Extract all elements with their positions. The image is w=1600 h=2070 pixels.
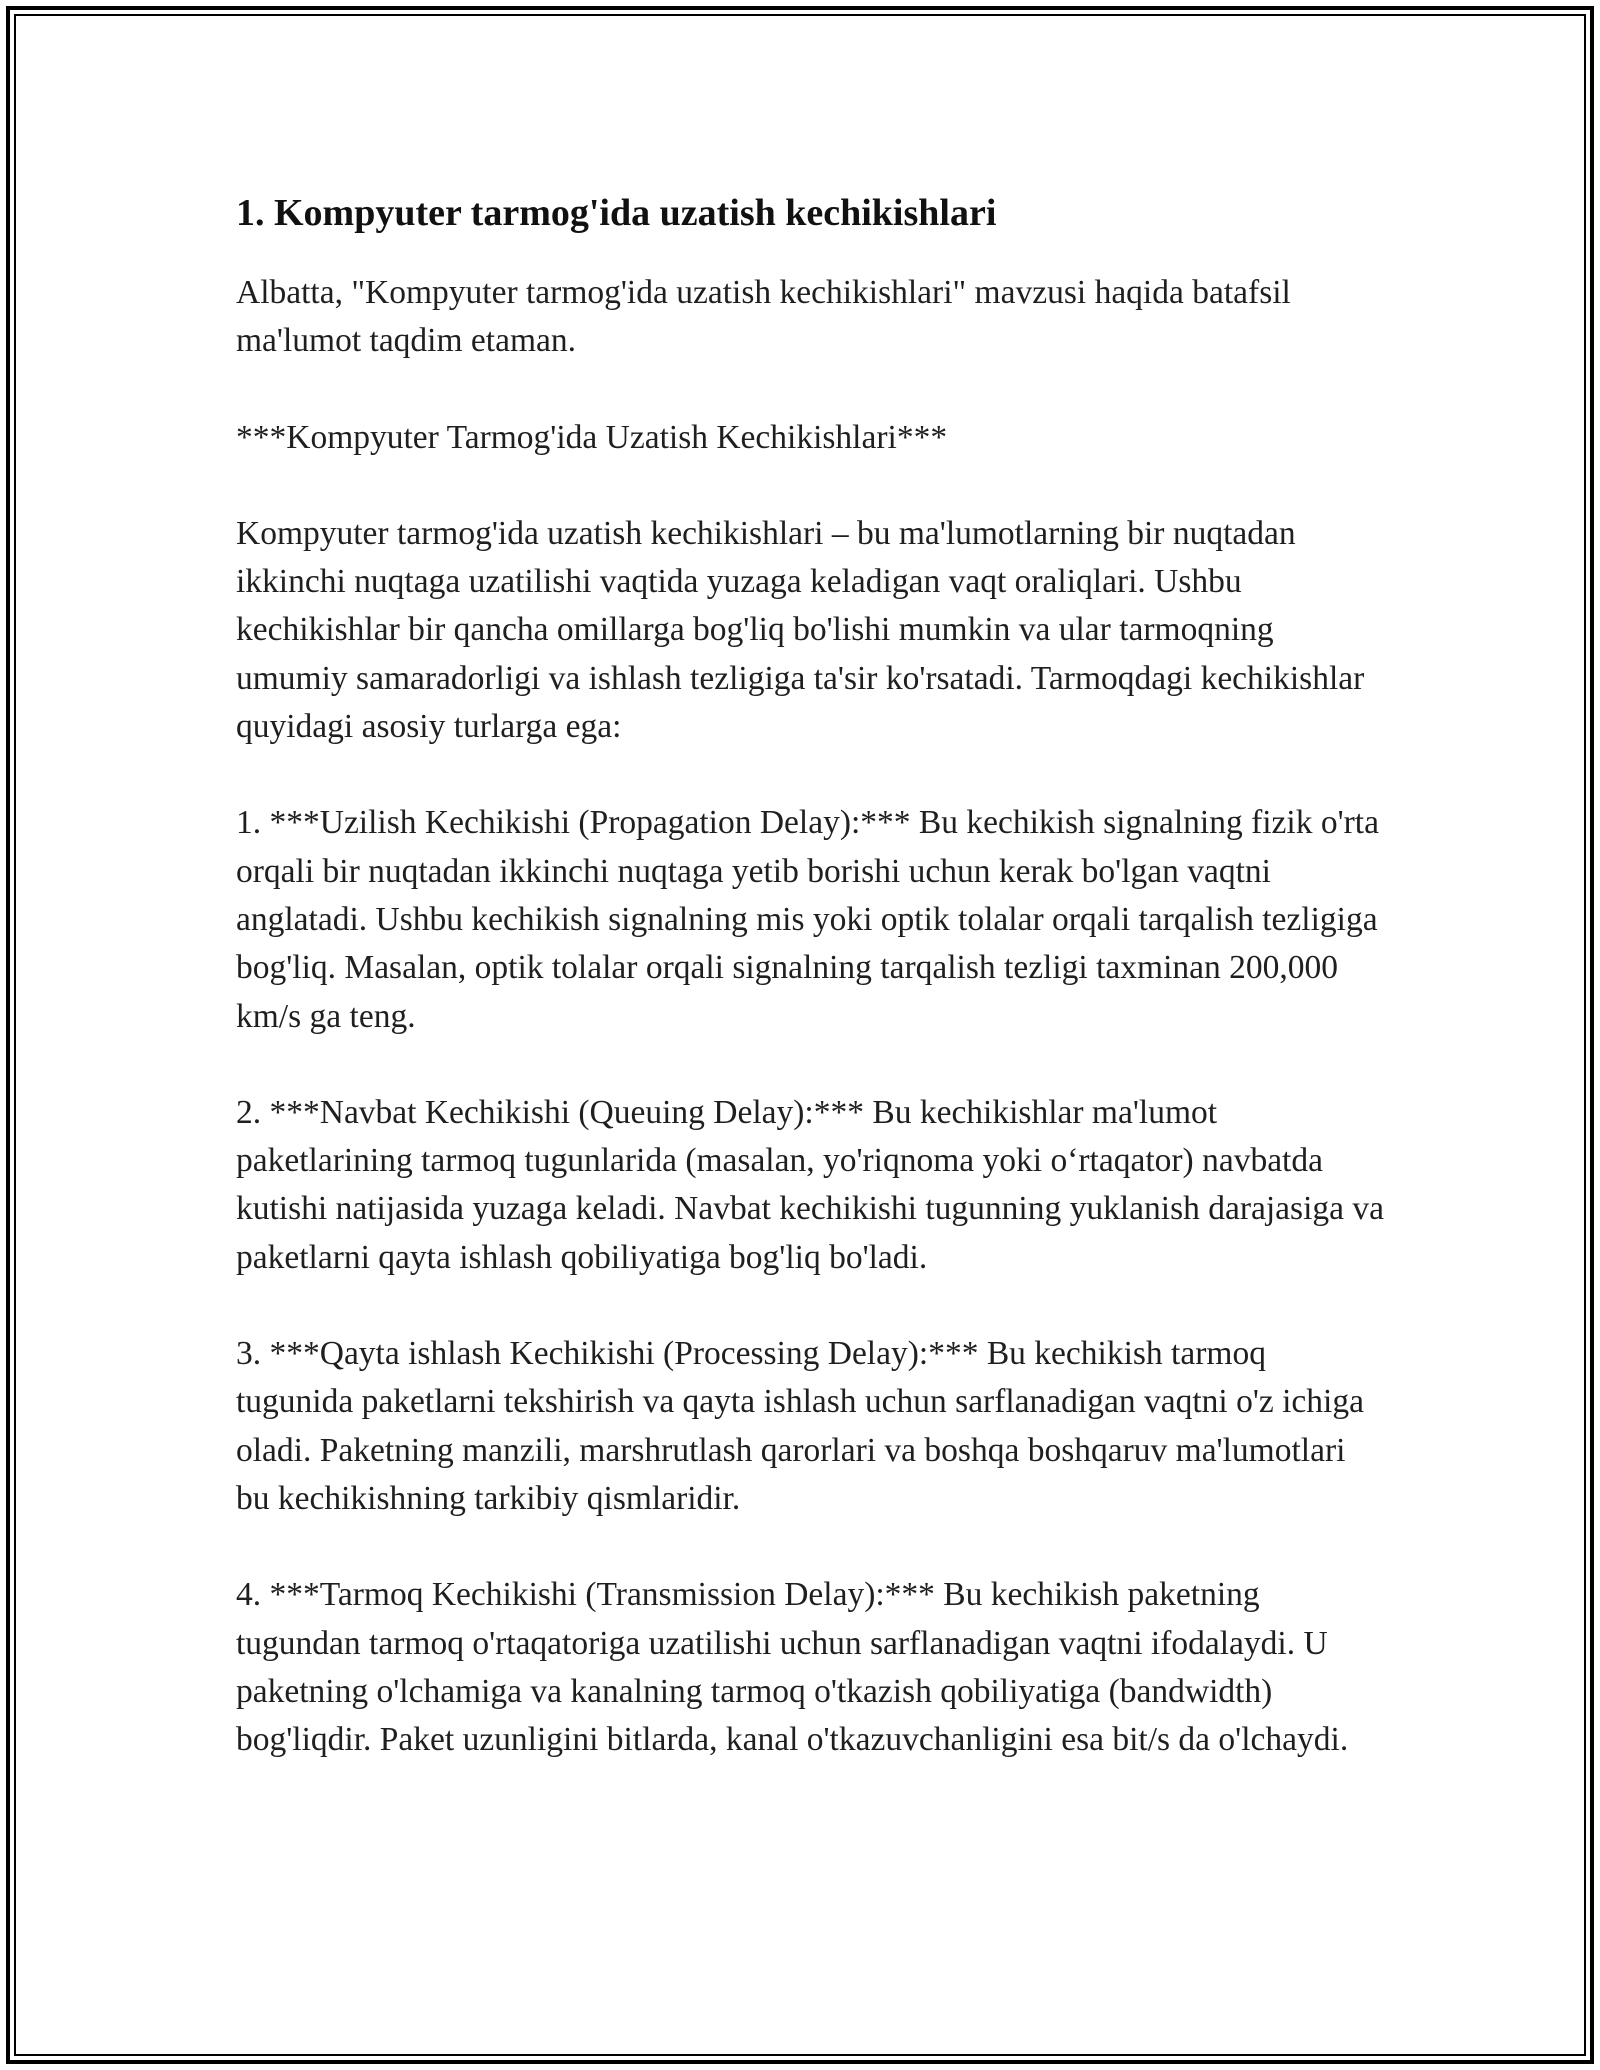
list-item-transmission-delay: 4. ***Tarmoq Kechikishi (Transmission Delay):*** Bu kechikish paketning tugundan tarmoq o'rtaqatoriga uzatilishi uchun sarflanadigan vaqtni ifodalaydi. U paketning o'lchamiga va kanalning tarmoq o'tkazish qobiliyatiga (bandwidth) bog'liqdir. Paket uzunligini bitlarda, kanal o'tkazuvchanligini esa bit/s da o'lchaydi. (236, 1576, 1349, 1759)
list-item-queuing-delay: 2. ***Navbat Kechikishi (Queuing Delay):*** Bu kechikishlar ma'lumot paketlarining tarmoq tugunlarida (masalan, yo'riqnoma yoki o‘rtaqator) navbatda kutishi natijasida yuzaga keladi. Navbat kechikishi tugunning yuklanish darajasiga va paketlarni qayta ishlash qobiliyatiga bog'liq bo'ladi. (236, 1093, 1385, 1276)
section-heading: ***Kompyuter Tarmog'ida Uzatish Kechikishlari*** (236, 418, 948, 456)
definition-paragraph: Kompyuter tarmog'ida uzatish kechikishlari – bu ma'lumotlarning bir nuqtadan ikkinchi nuqtaga uzatilishi vaqtida yuzaga keladigan vaqt oraliqlari. Ushbu kechikishlar bir qancha omillarga bog'liq bo'lishi mumkin va ular tarmoqning umumiy samaradorligi va ishlash tezligiga ta'sir ko'rsatadi. Tarmoqdagi kechikishlar quyidagi asosiy turlarga ega: (236, 514, 1365, 746)
document-title: 1. Kompyuter tarmog'ida uzatish kechikishlari (236, 192, 997, 234)
intro-paragraph: Albatta, "Kompyuter tarmog'ida uzatish kechikishlari" mavzusi haqida batafsil ma'lumot taqdim etaman. (236, 274, 1291, 360)
list-item-processing-delay: 3. ***Qayta ishlash Kechikishi (Processing Delay):*** Bu kechikish tarmoq tugunida paketlarni tekshirish va qayta ishlash uchun sarflanadigan vaqtni o'z ichiga oladi. Paketning manzili, marshrutlash qarorlari va boshqa boshqaruv ma'lumotlari bu kechikishning tarkibiy qismlaridir. (236, 1335, 1364, 1517)
document-page (236, 185, 1386, 1812)
list-item-propagation-delay: 1. ***Uzilish Kechikishi (Propagation Delay):*** Bu kechikish signalning fizik o'rta orqali bir nuqtadan ikkinchi nuqtaga yetib borishi uchun kerak bo'lgan vaqtni anglatadi. Ushbu kechikish signalning mis yoki optik tolalar orqali tarqalish tezligiga bog'liq. Masalan, optik tolalar orqali signalning tarqalish tezligi taxminan 200,000 km/s ga teng. (236, 804, 1379, 1035)
